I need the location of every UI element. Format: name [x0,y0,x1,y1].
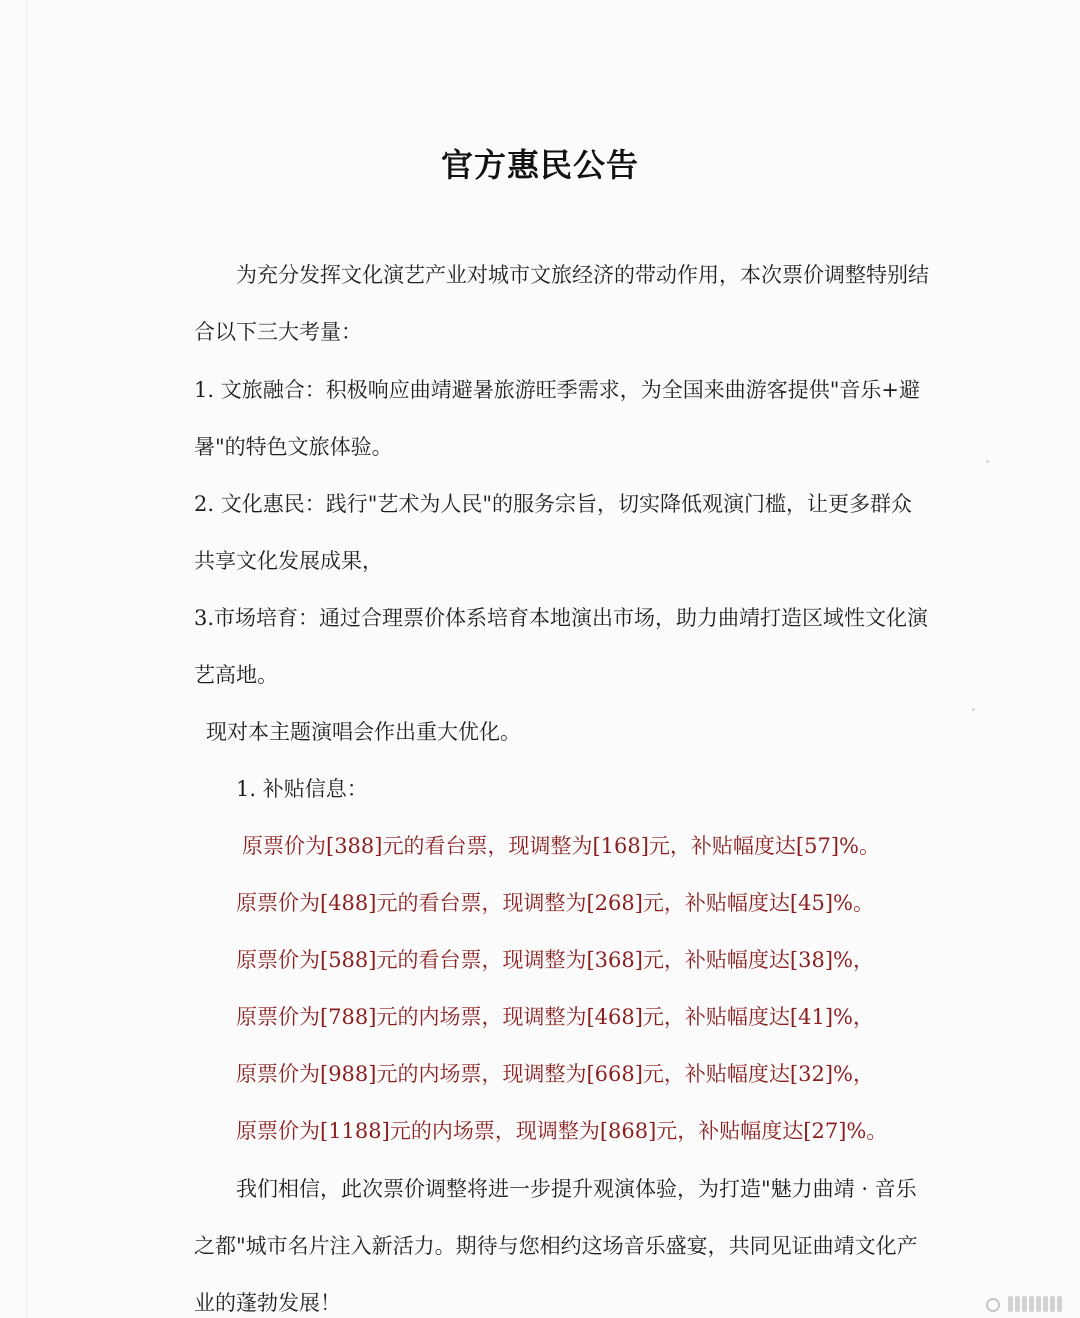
watermark-bar-icon [1043,1296,1048,1312]
page-edge [26,0,27,1318]
watermark-bar-icon [1057,1296,1062,1312]
watermark-bar-icon [1050,1296,1055,1312]
watermark-circle-icon [986,1298,1000,1312]
subsidy-item: 原票价为[1188]元的内场票，现调整为[868]元，补贴幅度达[27]%。 [236,1119,888,1143]
scan-speck [986,460,989,463]
subsidy-item: 原票价为[788]元的内场票，现调整为[468]元，补贴幅度达[41]%， [236,1005,874,1029]
watermark-bar-icon [1022,1296,1027,1312]
watermark-bar-icon [1015,1296,1020,1312]
intro-line-1: 为充分发挥文化演艺产业对城市文旅经济的带动作用，本次票价调整特别结 [236,263,929,287]
watermark-bar-icon [1029,1296,1034,1312]
subsidy-heading: 1. 补贴信息： [236,777,368,801]
consideration-3-line-2: 艺高地。 [194,663,278,687]
subsidy-item: 原票价为[388]元的看台票，现调整为[168]元，补贴幅度达[57]%。 [242,834,880,858]
consideration-2-line-2: 共享文化发展成果， [194,549,383,573]
intro-line-2: 合以下三大考量： [194,320,362,344]
watermark-bar-icon [1008,1296,1013,1312]
consideration-2-line-1: 2. 文化惠民：践行"艺术为人民"的服务宗旨，切实降低观演门槛，让更多群众 [194,492,913,516]
subsidy-item: 原票价为[588]元的看台票，现调整为[368]元，补贴幅度达[38]%， [236,948,874,972]
consideration-1-line-2: 暑"的特色文旅体验。 [194,435,393,459]
watermark-bar-icon [1036,1296,1041,1312]
document-title: 官方惠民公告 [440,146,639,184]
subsidy-item: 原票价为[988]元的内场票，现调整为[668]元，补贴幅度达[32]%， [236,1062,874,1086]
closing-line-3: 业的蓬勃发展！ [194,1291,341,1315]
consideration-1-line-1: 1. 文旅融合：积极响应曲靖避暑旅游旺季需求，为全国来曲游客提供"音乐+避 [194,378,920,402]
announcement-line: 现对本主题演唱会作出重大优化。 [206,720,521,744]
closing-line-2: 之都"城市名片注入新活力。期待与您相约这场音乐盛宴，共同见证曲靖文化产 [194,1234,918,1258]
consideration-3-line-1: 3.市场培育：通过合理票价体系培育本地演出市场，助力曲靖打造区域性文化演 [194,606,929,630]
watermark-logo [986,1296,1062,1312]
closing-line-1: 我们相信，此次票价调整将进一步提升观演体验，为打造"魅力曲靖 · 音乐 [236,1177,917,1201]
subsidy-item: 原票价为[488]元的看台票，现调整为[268]元，补贴幅度达[45]%。 [236,891,874,915]
scan-speck [972,708,975,711]
